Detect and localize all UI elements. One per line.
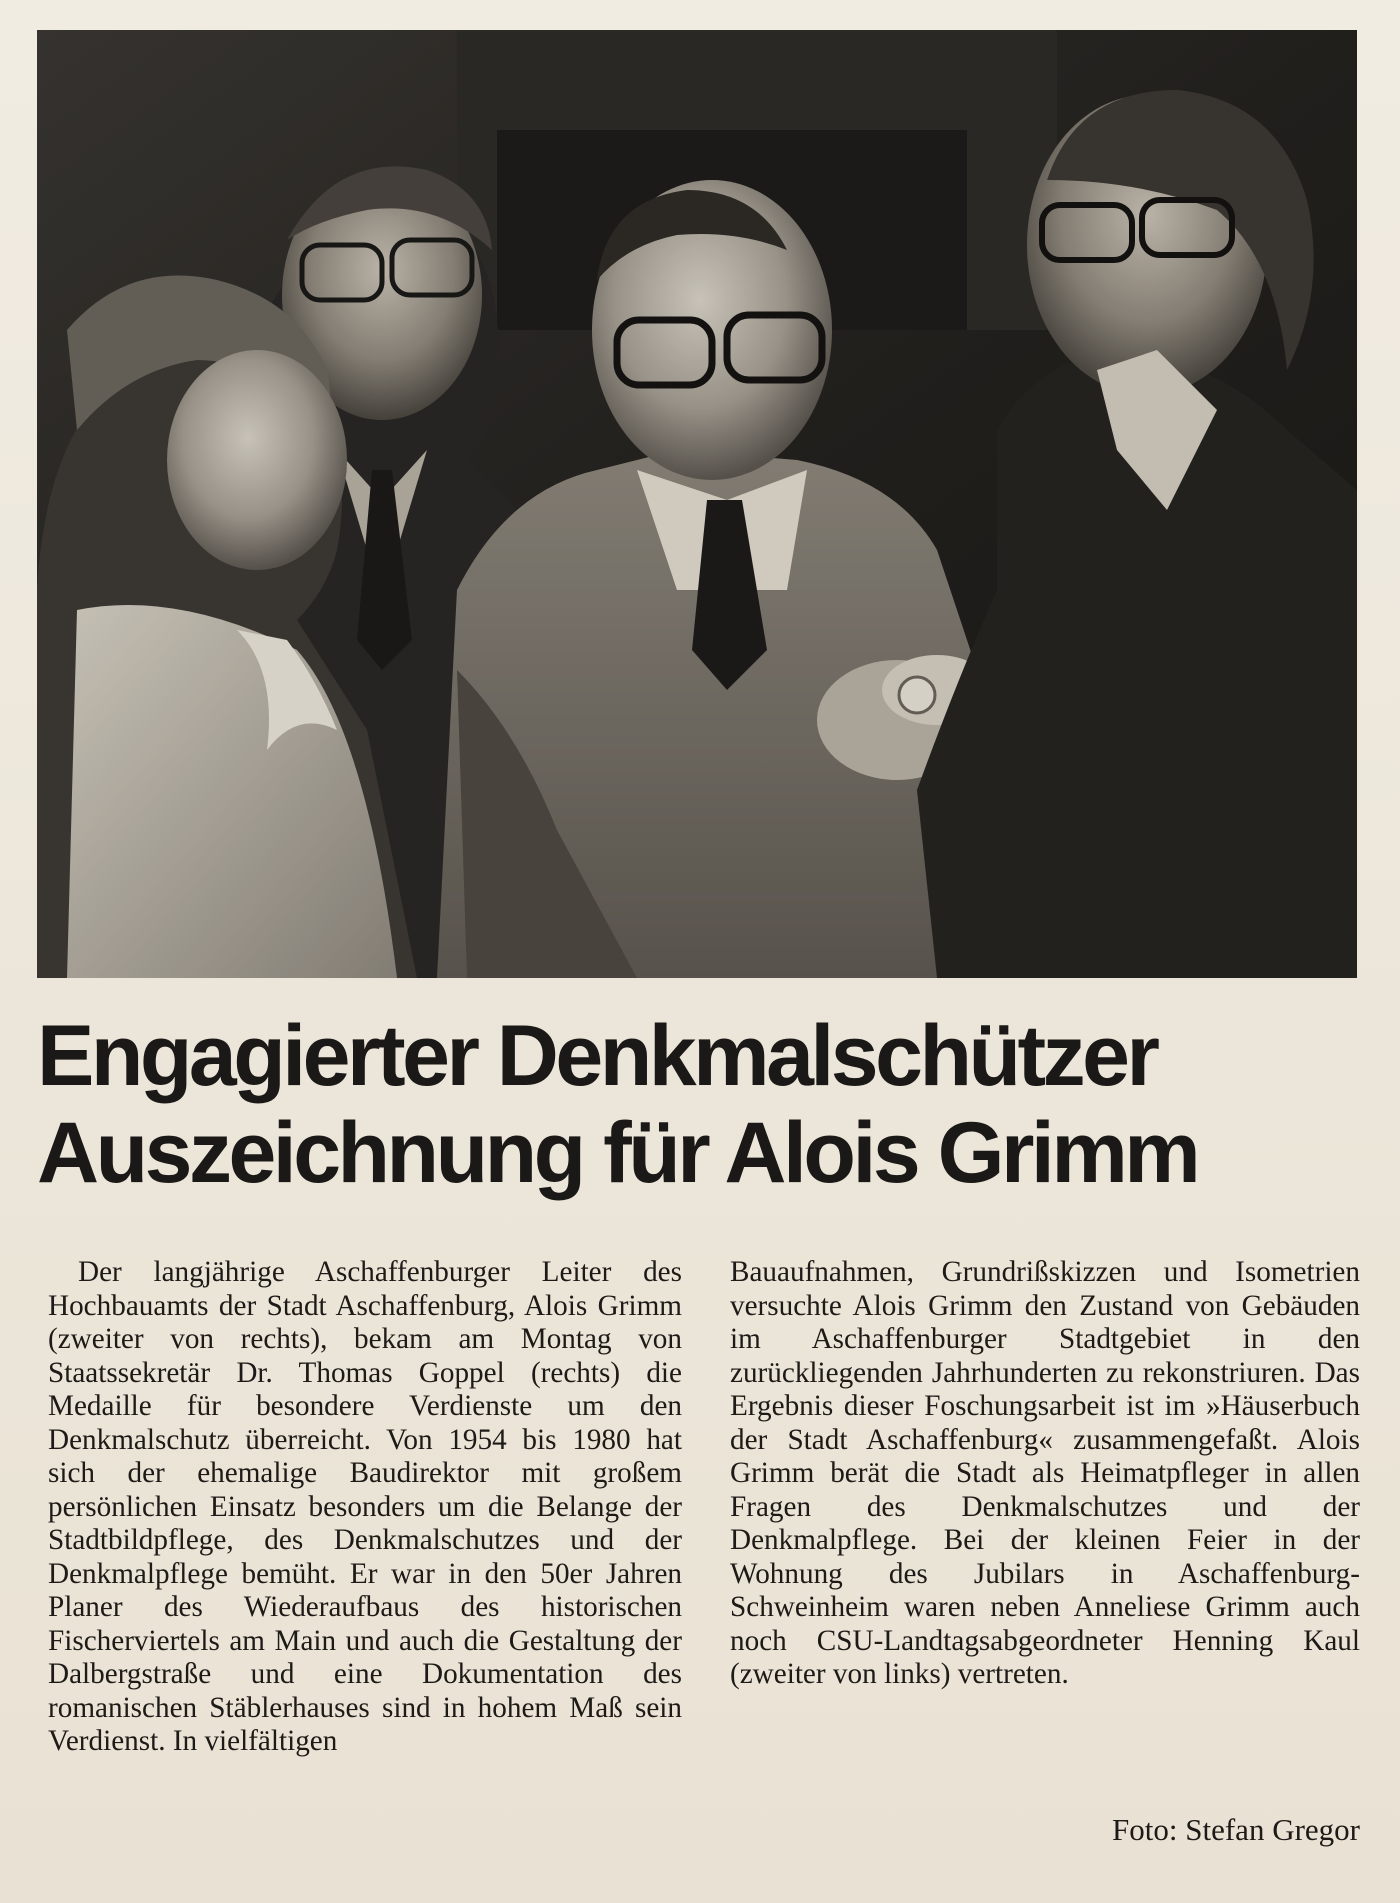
photo-credit: Foto: Stefan Gregor [1112,1812,1360,1847]
photo-illustration [37,30,1357,978]
article-text-left: Der langjährige Aschaffenburger Leiter des Hochbauamts der Stadt Aschaffenburg, Alois Grimm (zweiter von rechts), bekam am Montag von Staatssekretär Dr. Thomas Goppel (rechts) die Medaille für besondere Verdienste um den Denkmalschutz überreicht. Von 1954 bis 1980 hat sich der ehemalige Baudirektor mit großem persönlichen Einsatz besonders um die Belange der Stadtbildpflege, des Denkmalschutzes und der Denkmalpflege bemüht. Er war in den 50er Jahren Planer des Wiederaufbaus des historischen Fischerviertels am Main und auch die Gestaltung der Dalbergstraße und eine Dokumentation des romanischen Stäblerhauses sind in hohem Maß sein Verdienst. In vielfältigen [48,1256,682,1757]
article-left-column [48,1256,682,1759]
headline-line-1: Engagierter Denkmalschützer [37,1008,1157,1104]
newspaper-photo [37,30,1357,978]
headline-line-2: Auszeichnung für Alois Grimm [37,1105,1198,1201]
article-right-column [730,1256,1360,1692]
article-text-right: Bauaufnahmen, Grundrißskizzen und Isometrien versuchte Alois Grimm den Zustand von Gebäuden im Aschaffenburger Stadtgebiet in den zurückliegenden Jahrhunderten zu rekonstriuren. Das Ergebnis dieser Foschungsarbeit ist im »Häuserbuch der Stadt Aschaffenburg« zusammengefaßt. Alois Grimm berät die Stadt als Heimatpfleger in allen Fragen des Denkmalschutzes und der Denkmalpflege. Bei der kleinen Feier in der Wohnung des Jubilars in Aschaffenburg-Schweinheim waren neben Anneliese Grimm auch noch CSU-Landtagsabgeordneter Henning Kaul (zweiter von links) vertreten. [730,1256,1360,1690]
headline [37,1008,1357,1202]
